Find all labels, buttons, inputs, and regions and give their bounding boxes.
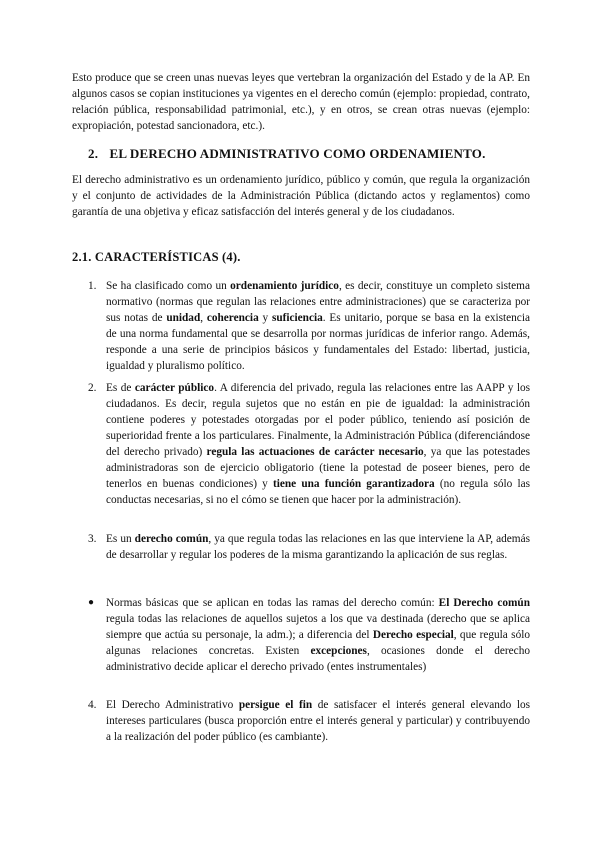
list-marker-2: 2. — [88, 382, 97, 394]
text: , — [200, 312, 207, 324]
section-2-1-heading: 2.1. CARACTERÍSTICAS (4). — [72, 250, 241, 264]
bold-text: suficiencia — [271, 312, 323, 324]
bold-text: unidad — [166, 312, 201, 324]
list-item-2 — [72, 380, 530, 508]
bold-text: Derecho especial — [372, 629, 454, 641]
text: , que regula sólo algunas relaciones concretas. Existen — [106, 629, 530, 657]
text: regula todas las relaciones de aquellos sujetos a los que va destinada (derecho que se aplica siempre que actúa su personaje, la adm.); a diferencia del — [106, 613, 530, 641]
characteristics-list-3 — [72, 531, 530, 563]
bold-text: coherencia — [206, 312, 259, 324]
characteristics-list-2 — [72, 380, 530, 508]
text: Normas básicas que se aplican en todas las ramas del derecho común: — [106, 597, 439, 609]
bold-text: carácter público — [134, 382, 215, 394]
text: , ya que las potestades administradoras son de ejercicio obligatorio (tiene la potestad de poseer bienes, pero de tenerlos en buenas condiciones) y — [106, 446, 531, 490]
text: . Es unitario, porque se basa en la existencia de una norma fundamental que se desarrolla por normas jurídicas de inferior rango. Además, responde a una serie de principios básicos y fundamentales del Estado: libertad, justicia, igualdad y pluralismo político. — [106, 312, 530, 372]
section-2-number: 2. — [88, 146, 99, 161]
section-2-title: EL DERECHO ADMINISTRATIVO COMO ORDENAMIENTO. — [109, 146, 486, 161]
bullet-marker: ● — [88, 597, 95, 608]
bold-text: ordenamiento jurídico — [230, 280, 339, 292]
bold-text: derecho común — [134, 533, 209, 545]
text: Se ha clasificado como un — [106, 280, 231, 292]
text: (no regula sólo las conductas necesarias, si no el cómo se tienen que hacer por la administración). — [106, 478, 530, 506]
list-item-1 — [72, 278, 530, 374]
text: y — [258, 312, 272, 324]
bold-text: persigue el fin — [238, 699, 313, 711]
list-marker-1: 1. — [88, 280, 97, 292]
bold-text: El Derecho común — [438, 597, 530, 609]
text: , es decir, constituye un completo sistema normativo (normas que regulan las relaciones entre administraciones) que se caracteriza por sus notas de — [106, 280, 530, 324]
text: , ya que regula todas las relaciones en las que interviene la AP, además de desarrollar y regular los poderes de la misma garantizando la aplicación de sus reglas. — [106, 533, 531, 561]
section-2-body: El derecho administrativo es un ordenamiento jurídico, público y común, que regula la organización y el conjunto de actividades de la Administración Pública (dictando actos y reglamentos) como garantía de una objetiva y eficaz satisfacción del interés general y de los ciudadanos. — [72, 174, 530, 218]
list-item-4 — [72, 697, 530, 745]
bold-text: excepciones — [310, 645, 367, 657]
text: El Derecho Administrativo — [106, 699, 239, 711]
bullet-list — [72, 595, 530, 675]
text: . A diferencia del privado, regula las relaciones entre las AAPP y los ciudadanos. Es decir, regula sujetos que no están en pie de igualdad: la administración contiene poderes y potestades otorgadas por el poder público, teniendo así posición de superioridad frente a los particulares. Finalmente, la Administración Pública (diferenciándose del derecho privado) — [106, 382, 531, 458]
list-marker-4: 4. — [88, 699, 97, 711]
text: Es de — [106, 382, 135, 394]
list-marker-3: 3. — [88, 533, 97, 545]
section-2-heading — [72, 145, 530, 163]
characteristics-list-4 — [72, 697, 530, 745]
list-item-3 — [72, 531, 530, 563]
bold-text: tiene una función garantizadora — [272, 478, 435, 490]
bullet-item — [72, 595, 530, 675]
bold-text: regula las actuaciones de carácter necesario — [206, 446, 424, 458]
characteristics-list — [72, 278, 530, 374]
intro-paragraph: Esto produce que se creen unas nuevas leyes que vertebran la organización del Estado y de la AP. En algunos casos se copian instituciones ya vigentes en el derecho común (ejemplo: propiedad, contrato, relación pública, responsabilidad patrimonial, etc.), y en otros, se crean otras nuevas (ejemplo: expropiación, potestad sancionadora, etc.). — [72, 72, 530, 132]
text: Es un — [106, 533, 135, 545]
text: de satisfacer el interés general elevando los intereses particulares (busca proporción entre el interés general y particular) y contribuyendo a la realización del poder público (es cambiante). — [106, 699, 530, 743]
text: , ocasiones donde el derecho administrativo decide aplicar el derecho privado (entes instrumentales) — [106, 645, 530, 673]
